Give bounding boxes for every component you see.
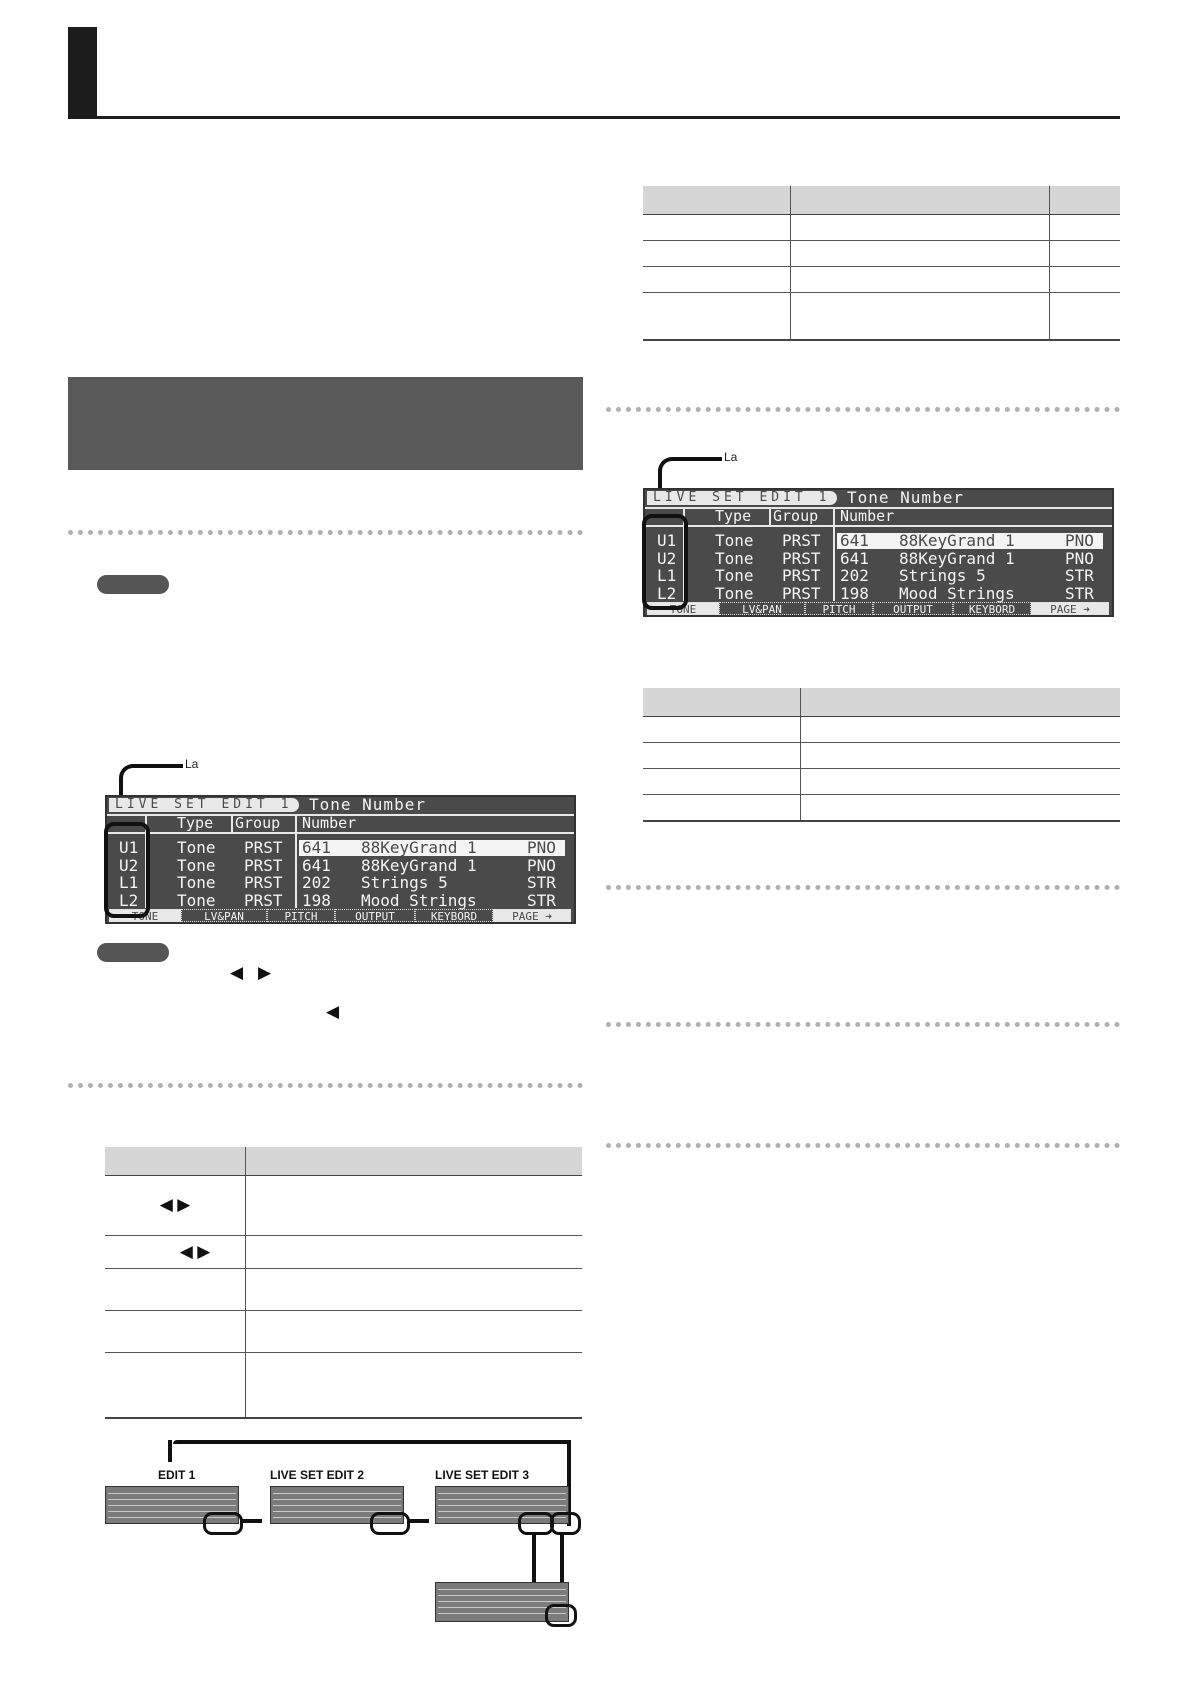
lcd-category: PNO: [1065, 548, 1094, 568]
diagram-label-edit3: LIVE SET EDIT 3: [435, 1468, 530, 1482]
lcd-tone-number: 198: [840, 583, 869, 603]
lcd-part: L1: [119, 873, 139, 892]
param-table: [643, 186, 1120, 341]
lcd-part: U1: [657, 531, 677, 550]
lcd-category: STR: [527, 890, 556, 910]
lcd-tab-keybord: KEYBORD: [415, 909, 493, 922]
lcd-row: [107, 892, 574, 909]
lcd-part: L2: [119, 890, 139, 910]
lcd-group: PRST: [244, 855, 283, 875]
lcd-type: Tone: [715, 566, 754, 585]
lcd-row: [107, 857, 574, 874]
lcd-tab-bar: [645, 602, 1112, 615]
lcd-row: [645, 532, 1112, 549]
dotted-divider: [606, 1143, 1120, 1148]
lcd-part: U2: [657, 548, 677, 568]
lcd-title-right: Tone Number: [847, 488, 964, 507]
lcd-row: [645, 585, 1112, 602]
lcd-group: PRST: [782, 566, 821, 585]
lcd-tab-lvpan: LV&PAN: [719, 602, 805, 615]
note-badge: [97, 943, 169, 962]
lcd-group: PRST: [782, 583, 821, 603]
lcd-tone-name: Mood Strings: [361, 890, 477, 910]
lcd-header-group: Group: [773, 507, 819, 525]
lcd-tab-pitch: PITCH: [805, 602, 873, 615]
lcd-row: [107, 839, 574, 856]
dotted-divider: [68, 530, 583, 535]
note-badge: [97, 575, 169, 594]
lcd-tab-output: OUTPUT: [873, 602, 953, 615]
lcd-type: Tone: [715, 531, 754, 550]
lcd-group: PRST: [244, 873, 283, 892]
lcd-tone-number: 202: [840, 566, 869, 585]
lcd-type: Tone: [177, 855, 216, 875]
left-triangle-icon: ◀: [326, 1002, 340, 1021]
lcd-tone-number: 641: [302, 855, 331, 875]
lcd-part: U2: [119, 855, 139, 875]
lcd-tab-pitch: PITCH: [267, 909, 335, 922]
dotted-divider: [68, 1083, 583, 1088]
lcd-part: U1: [119, 838, 139, 857]
lcd-part: L2: [657, 583, 677, 603]
lcd-tab-bar: [107, 909, 574, 922]
lcd-tone-name: Strings 5: [899, 566, 986, 585]
page-button-highlight: [518, 1512, 554, 1535]
lcd-type: Tone: [715, 548, 754, 568]
lcd-tone-name: Mood Strings: [899, 583, 1015, 603]
page-button-highlight: [203, 1512, 243, 1535]
lcd-tab-tone: TONE: [647, 602, 719, 615]
callout-label: La: [185, 757, 199, 771]
lcd-category: PNO: [527, 838, 556, 857]
diagram-arrow: [173, 1440, 571, 1444]
callout-frame: [104, 822, 150, 918]
left-triangle-icon: ◀: [179, 1241, 193, 1261]
lcd-title-left: LIVE SET EDIT 1: [647, 491, 837, 505]
lcd-tone-number: 198: [302, 890, 331, 910]
lcd-row: [645, 567, 1112, 584]
param-table: [105, 1147, 582, 1419]
diagram-arrow: [532, 1532, 536, 1582]
lcd-tone-number: 202: [302, 873, 331, 892]
left-triangle-icon: ◀: [159, 1195, 173, 1214]
left-triangle-icon: ◀: [230, 963, 244, 982]
lcd-rule: [645, 525, 1112, 527]
dotted-divider: [606, 407, 1120, 412]
lcd-divider: [769, 507, 771, 526]
lcd-title-bar: [647, 488, 1107, 507]
lcd-group: PRST: [782, 531, 821, 550]
lcd-category: STR: [1065, 583, 1094, 603]
lcd-group: PRST: [782, 548, 821, 568]
lcd-title-bar: [109, 795, 569, 814]
lcd-header-group: Group: [235, 814, 281, 832]
lcd-category: STR: [1065, 566, 1094, 585]
lcd-rule: [107, 832, 574, 834]
right-triangle-icon: ▶: [177, 1195, 191, 1214]
lcd-screen: [105, 795, 576, 924]
diagram-label-edit1: EDIT 1: [158, 1468, 196, 1482]
lcd-screen: [643, 488, 1114, 617]
right-triangle-icon: ▶: [258, 963, 272, 982]
lcd-tone-number: 641: [840, 531, 869, 550]
diagram-arrow: [240, 1519, 262, 1523]
chapter-marker: [68, 27, 97, 119]
lcd-category: STR: [527, 873, 556, 892]
lcd-tab-tone: TONE: [109, 909, 181, 922]
lcd-group: PRST: [244, 838, 283, 857]
header-rule: [68, 116, 1120, 119]
lcd-part: L1: [657, 566, 677, 585]
lcd-type: Tone: [715, 583, 754, 603]
dotted-divider: [606, 885, 1120, 890]
lcd-type: Tone: [177, 890, 216, 910]
callout-label: La: [724, 450, 738, 464]
lcd-category: PNO: [527, 855, 556, 875]
lcd-tone-number: 641: [840, 548, 869, 568]
lcd-row: [107, 874, 574, 891]
diagram-arrow: [168, 1440, 172, 1462]
lcd-header-number: Number: [302, 814, 357, 832]
lcd-tone-number: 641: [302, 838, 331, 857]
param-table: [643, 688, 1120, 822]
page-button-highlight: [550, 1512, 581, 1535]
lcd-tone-name: 88KeyGrand 1: [899, 548, 1015, 568]
lcd-tone-name: 88KeyGrand 1: [361, 855, 477, 875]
lcd-type: Tone: [177, 838, 216, 857]
diagram-arrow: [407, 1519, 429, 1523]
lcd-header-number: Number: [840, 507, 895, 525]
lcd-tab-output: OUTPUT: [335, 909, 415, 922]
lcd-row: [645, 550, 1112, 567]
lcd-tab-keybord: KEYBORD: [953, 602, 1031, 615]
lcd-tab-lvpan: LV&PAN: [181, 909, 267, 922]
lcd-divider: [231, 814, 233, 833]
lcd-header-type: Type: [177, 814, 214, 832]
callout-frame: [642, 514, 688, 610]
section-heading-box: [68, 377, 583, 470]
diagram-label-edit2: LIVE SET EDIT 2: [270, 1468, 365, 1482]
lcd-tone-name: Strings 5: [361, 873, 448, 892]
lcd-tab-page: PAGE ➜: [1031, 602, 1109, 615]
lcd-group: PRST: [244, 890, 283, 910]
right-triangle-icon: ▶: [197, 1241, 211, 1261]
page-button-highlight: [370, 1512, 410, 1535]
lcd-tone-name: 88KeyGrand 1: [361, 838, 477, 857]
lcd-title-right: Tone Number: [309, 795, 426, 814]
lcd-tone-name: 88KeyGrand 1: [899, 531, 1015, 550]
lcd-type: Tone: [177, 873, 216, 892]
dotted-divider: [606, 1022, 1120, 1027]
lcd-tab-page: PAGE ➜: [493, 909, 571, 922]
lcd-category: PNO: [1065, 531, 1094, 550]
lcd-title-left: LIVE SET EDIT 1: [109, 798, 299, 812]
lcd-header-type: Type: [715, 507, 752, 525]
page-button-highlight: [545, 1604, 577, 1627]
